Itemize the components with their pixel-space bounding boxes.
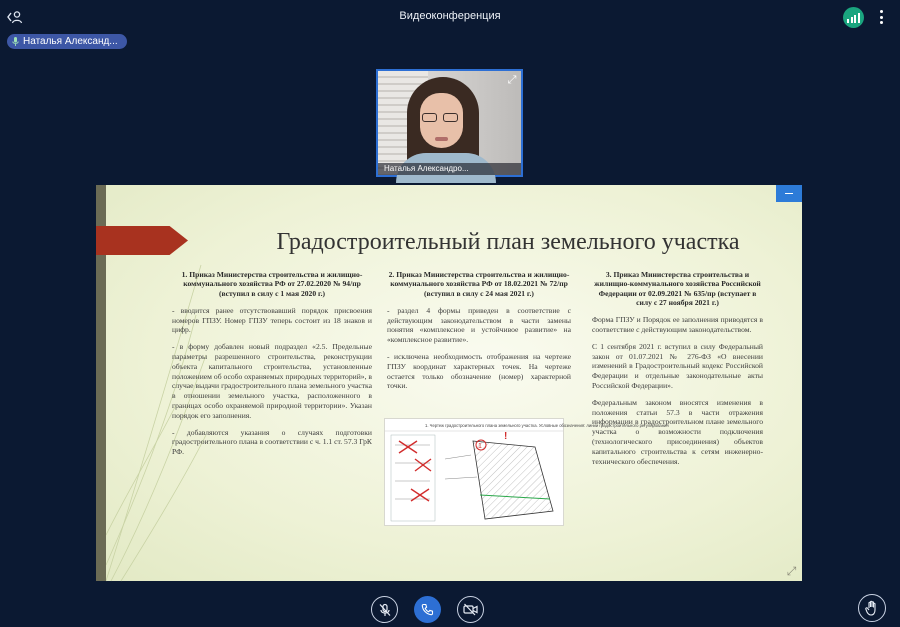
column-heading: 2. Приказ Министерства строительства и жилищно-коммунального хозяйства РФ от 18.02.2021 № 72/пр (вступил в силу с 24 мая 2021 г.) <box>388 270 570 298</box>
participant-name-label: Наталья Александро... <box>378 163 521 175</box>
camera-toggle-button[interactable] <box>457 596 484 623</box>
speaker-name: Наталья Александ... <box>23 36 118 47</box>
svg-text:!: ! <box>504 431 508 442</box>
column-paragraph: - в форму добавлен новый подраздел «2.5. Предельные параметры разрешенного строительства, реконструкции объекта капитального строительства, установленные положением об особо охраняемых природных территорий», в случае выдачи градостроительного плана земельного участка в отношении земельного участка, расположенного в границах особо охраняемой природной территории». Указан порядок его заполнения. <box>172 342 372 420</box>
title-arrow-marker <box>96 226 188 255</box>
column-paragraph: - добавляются указания о случаях подготовки градостроительного плана в соответствии с ч. 1.1 ст. 57.3 ГрК РФ. <box>172 427 372 457</box>
slide-column-3 <box>592 270 763 473</box>
top-bar <box>0 0 900 34</box>
slide-column-2 <box>387 270 571 398</box>
column-paragraph: Форма ГПЗУ и Порядок ее заполнения приводятся в соответствие с действующим законодательством. <box>592 315 763 334</box>
svg-text:1: 1 <box>478 443 482 450</box>
minimize-icon[interactable] <box>776 185 802 202</box>
mic-off-icon <box>378 603 392 617</box>
column-heading: 3. Приказ Министерства строительства и жилищно-коммунального хозяйства Российской Федерации от 02.09.2021 № 635/пр (вступает в силу с 27 ноября 2021 г.) <box>594 270 761 307</box>
participant-video-tile[interactable] <box>376 69 523 177</box>
phone-icon <box>421 603 434 616</box>
mic-toggle-button[interactable] <box>371 596 398 623</box>
raise-hand-button[interactable] <box>858 594 886 622</box>
active-speaker-chip[interactable] <box>7 34 127 49</box>
camera-off-icon <box>463 603 478 616</box>
expand-icon[interactable]: ⤢ <box>507 74 517 86</box>
column-paragraph: С 1 сентября 2021 г. вступил в силу Федеральный закон от 01.07.2021 № 276-ФЗ «О внесении изменений в Градостроительный кодекс Российской Федерации и отдельные законодательные акты Российской Федерации». <box>592 341 763 390</box>
slide-column-1 <box>172 270 372 464</box>
column-paragraph: - исключена необходимость отображения на чертеже ГПЗУ координат характерных точек. На чертеже остается только обозначение (номер) характерной точки. <box>387 352 571 391</box>
window-title: Видеоконференция <box>399 10 501 22</box>
column-heading: 1. Приказ Министерства строительства и жилищно-коммунального хозяйства РФ от 27.02.2020 № 94/пр (вступил в силу с 1 мая 2020 г.) <box>181 270 363 298</box>
connection-quality-icon[interactable] <box>843 7 864 28</box>
column-paragraph: - раздел 4 формы приведен в соответствие с действующим законодательством в части замены понятия «комплексное и устойчивое развитие» на «комплексное развитие». <box>387 305 571 345</box>
shared-presentation-slide <box>96 185 802 581</box>
call-button[interactable] <box>414 596 441 623</box>
fullscreen-icon[interactable]: ⤢ <box>786 564 797 578</box>
more-options-icon[interactable] <box>875 8 887 26</box>
drawing-caption: 1. Чертеж градостроительного плана земельного участка. Условные обозначения: линии градостроительного регулирования <box>425 423 669 428</box>
microphone-icon <box>12 37 19 46</box>
column-paragraph: - вводится ранее отсутствовавший порядок присвоения номеров ГПЗУ. Номер ГПЗУ теперь состоит из 18 знаков и цифр. <box>172 305 372 335</box>
hand-icon <box>865 600 879 616</box>
gpzu-drawing-image <box>384 418 669 526</box>
slide-title: Градостроительный план земельного участка <box>276 229 740 255</box>
column-paragraph: Федеральным законом вносятся изменения в положения статьи 57.3 в части отражения информации в градостроительном плане земельного участка о возможности подключения (технологического присоединения) объектов капитального строительства к сетям инженерно-технического обеспечения. <box>592 397 763 466</box>
